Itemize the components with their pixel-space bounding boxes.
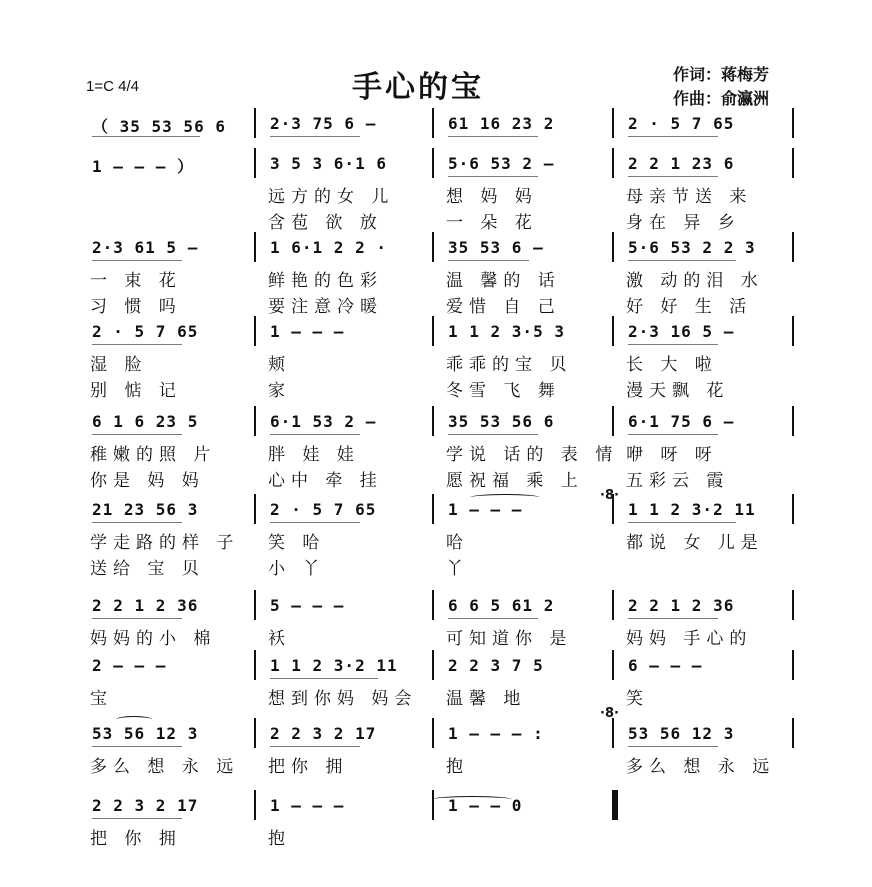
lyric-line-1: 鲜艳的色彩 [268,271,383,291]
bar-line [792,316,794,346]
measure-notes: 1 1 2 3·2 11 [628,500,756,519]
bar-line [612,148,614,178]
beam-line [92,434,182,435]
lyric-line-1: 湿 脸 [90,355,148,375]
measure-notes: 3 5 3 6·1 6 [270,154,387,173]
bar-line [792,650,794,680]
beam-line [92,618,182,619]
measure-notes: 53 56 12 3 [628,724,735,743]
bar-line [792,148,794,178]
bar-line [254,406,256,436]
bar-line [432,494,434,524]
lyric-line-1: 颊 [268,355,291,375]
lyric-line-2: 习 惯 吗 [90,297,182,317]
lyric-line-2: 含苞 欲 放 [268,213,383,233]
bar-line [432,232,434,262]
bar-line [792,718,794,748]
lyric-line-1: 长 大 啦 [626,355,718,375]
bar-line [432,590,434,620]
lyric-line-1: 咿 呀 呀 [626,445,718,465]
lyric-line-1: 稚嫩的照 片 [90,445,217,465]
bar-line [432,650,434,680]
system-3 [0,232,872,317]
lyric-line-1: 把你 拥 [268,757,349,777]
lyric-line-1: 把 你 拥 [90,829,182,849]
lyric-line-2: 小 丫 [268,559,326,579]
lyric-line-1: 都说 女 儿是 [626,533,764,553]
beam-line [270,746,360,747]
beam-line [92,136,200,137]
bar-line [254,316,256,346]
lyric-line-2: 冬雪 飞 舞 [446,381,561,401]
bar-line [612,590,614,620]
lyric-line-2: 身在 异 乡 [626,213,741,233]
measure-notes: 2·3 61 5 — [92,238,199,257]
segno-mark: ·8· [600,706,619,721]
bar-line [612,108,614,138]
measure-notes: 6 1 6 23 5 [92,412,199,431]
bar-line [792,590,794,620]
beam-line [448,618,538,619]
lyric-line-1: 可知道你 是 [446,629,573,649]
bar-line [254,790,256,820]
measure-notes: 2 2 1 2 36 [92,596,199,615]
tie-slur [116,716,152,723]
lyric-line-2: 心中 牵 挂 [268,471,383,491]
tie-slur [432,796,512,803]
bar-line [254,148,256,178]
measure-notes: 2 2 3 2 17 [92,796,199,815]
lyric-line-1: 学说 话的 表 情 [446,445,619,465]
lyric-line-1: 宝 [90,689,113,709]
beam-line [628,434,718,435]
beam-line [92,818,182,819]
system-2 [0,148,872,233]
bar-line [792,494,794,524]
system-8 [0,650,872,708]
lyric-line-1: 想 妈 妈 [446,187,538,207]
lyric-line-1: 多么 想 永 远 [90,757,240,777]
bar-line [612,316,614,346]
beam-line [92,746,182,747]
beam-line [448,260,529,261]
measure-notes: 1 — — 0 [448,796,523,815]
measure-notes: 6 6 5 61 2 [448,596,555,615]
bar-line [254,232,256,262]
measure-notes: 2 2 3 2 17 [270,724,377,743]
measure-notes: 6·1 75 6 — [628,412,735,431]
measure-notes: 1 1 2 3·5 3 [448,322,565,341]
lyric-line-1: 远方的女 儿 [268,187,395,207]
beam-line [270,136,360,137]
beam-line [270,678,378,679]
beam-line [270,434,360,435]
bar-line [432,148,434,178]
lyric-line-2: 丫 [446,559,469,579]
lyric-line-1: 一 束 花 [90,271,182,291]
measure-notes: 6·1 53 2 — [270,412,377,431]
measure-notes: 1 — — — [270,796,345,815]
beam-line [628,176,718,177]
measure-notes: 1 — — — [448,500,523,519]
measure-notes: 2·3 16 5 — [628,322,735,341]
measure-notes: 5·6 53 2 — [448,154,555,173]
tie-slur [470,494,540,501]
bar-line [432,790,434,820]
bar-line [792,406,794,436]
bar-line [612,718,614,748]
lyric-line-2: 愿祝福 乘 上 [446,471,584,491]
beam-line [92,522,182,523]
lyric-line-2: 你是 妈 妈 [90,471,205,491]
measure-notes: 61 16 23 2 [448,114,555,133]
bar-line [612,406,614,436]
lyric-line-1: 母亲节送 来 [626,187,753,207]
bar-line [432,406,434,436]
measure-notes: 2 · 5 7 65 [628,114,735,133]
lyric-line-2: 送给 宝 贝 [90,559,205,579]
lyric-line-1: 抱 [446,757,469,777]
bar-line [612,232,614,262]
beam-line [270,522,360,523]
bar-line [792,108,794,138]
measure-notes: 2 · 5 7 65 [270,500,377,519]
beam-line [628,136,718,137]
system-6 [0,494,872,580]
beam-line [448,434,538,435]
measure-notes: 53 56 12 3 [92,724,199,743]
beam-line [92,260,182,261]
beam-line [448,176,538,177]
beam-line [628,344,718,345]
bar-line [612,650,614,680]
lyric-line-1: 哈 [446,533,469,553]
measure-notes: 35 53 6 — [448,238,544,257]
key-signature: 1=C 4/4 [86,78,139,95]
system-1 [0,108,872,140]
measure-notes: 35 53 56 6 [448,412,555,431]
measure-notes: 21 23 56 3 [92,500,199,519]
composer-credit: 作曲：俞瀛洲 [673,89,770,108]
beam-line [628,522,736,523]
measure-notes: 2·3 75 6 — [270,114,377,133]
system-5 [0,406,872,492]
beam-line [92,344,182,345]
measure-notes: 1 — — — ） [92,157,195,176]
lyric-line-1: 妈妈的小 棉 [90,629,217,649]
lyric-line-2: 一 朵 花 [446,213,538,233]
measure-notes: 5 — — — [270,596,345,615]
bar-line [254,494,256,524]
measure-notes: 1 — — — [270,322,345,341]
lyric-line-2: 五彩云 霞 [626,471,730,491]
measure-notes: 6 — — — [628,656,703,675]
lyric-line-1: 激 动的泪 水 [626,271,764,291]
lyric-line-1: 学走路的样 子 [90,533,240,553]
final-bar-line [614,790,618,820]
bar-line [254,590,256,620]
lyric-line-2: 要注意冷暖 [268,297,383,317]
measure-notes: 2 2 1 23 6 [628,154,735,173]
bar-line [432,108,434,138]
measure-notes: 1 — — — : [448,724,544,743]
system-7 [0,590,872,649]
bar-line [254,718,256,748]
lyric-line-2: 爱惜 自 己 [446,297,561,317]
bar-line [432,316,434,346]
measure-notes: 1 1 2 3·2 11 [270,656,398,675]
measure-notes: 5·6 53 2 2 3 [628,238,756,257]
lyric-line-1: 抱 [268,829,291,849]
song-title: 手心的宝 [352,70,484,105]
system-9 [0,718,872,780]
lyric-line-1: 温 馨的 话 [446,271,561,291]
beam-line [448,136,538,137]
measure-notes: 2 — — — [92,656,167,675]
lyric-line-1: 多么 想 永 远 [626,757,776,777]
measure-notes: （ 35 53 56 6 [92,117,226,136]
bar-line [254,108,256,138]
measure-notes: 2 2 3 7 5 [448,656,544,675]
measure-notes: 2 2 1 2 36 [628,596,735,615]
lyric-line-1: 想到你妈 妈会 [268,689,418,709]
beam-line [628,746,718,747]
segno-mark: ·8· [600,488,619,503]
lyricist-credit: 作词：蒋梅芳 [673,65,770,84]
measure-notes: 2 · 5 7 65 [92,322,199,341]
measure-notes: 1 6·1 2 2 · [270,238,387,257]
lyric-line-1: 妈妈 手心的 [626,629,753,649]
system-4 [0,316,872,404]
lyric-line-2: 漫天飘 花 [626,381,730,401]
lyric-line-2: 好 好 生 活 [626,297,753,317]
lyric-line-1: 胖 娃 娃 [268,445,360,465]
lyric-line-2: 别 惦 记 [90,381,182,401]
lyric-line-1: 笑 哈 [268,533,326,553]
bar-line [432,718,434,748]
bar-line [254,650,256,680]
beam-line [628,260,736,261]
lyric-line-1: 乖乖的宝 贝 [446,355,573,375]
lyric-line-2: 家 [268,381,291,401]
lyric-line-1: 袄 [268,629,291,649]
lyric-line-1: 温馨 地 [446,689,527,709]
bar-line [792,232,794,262]
beam-line [628,618,718,619]
lyric-line-1: 笑 [626,689,649,709]
